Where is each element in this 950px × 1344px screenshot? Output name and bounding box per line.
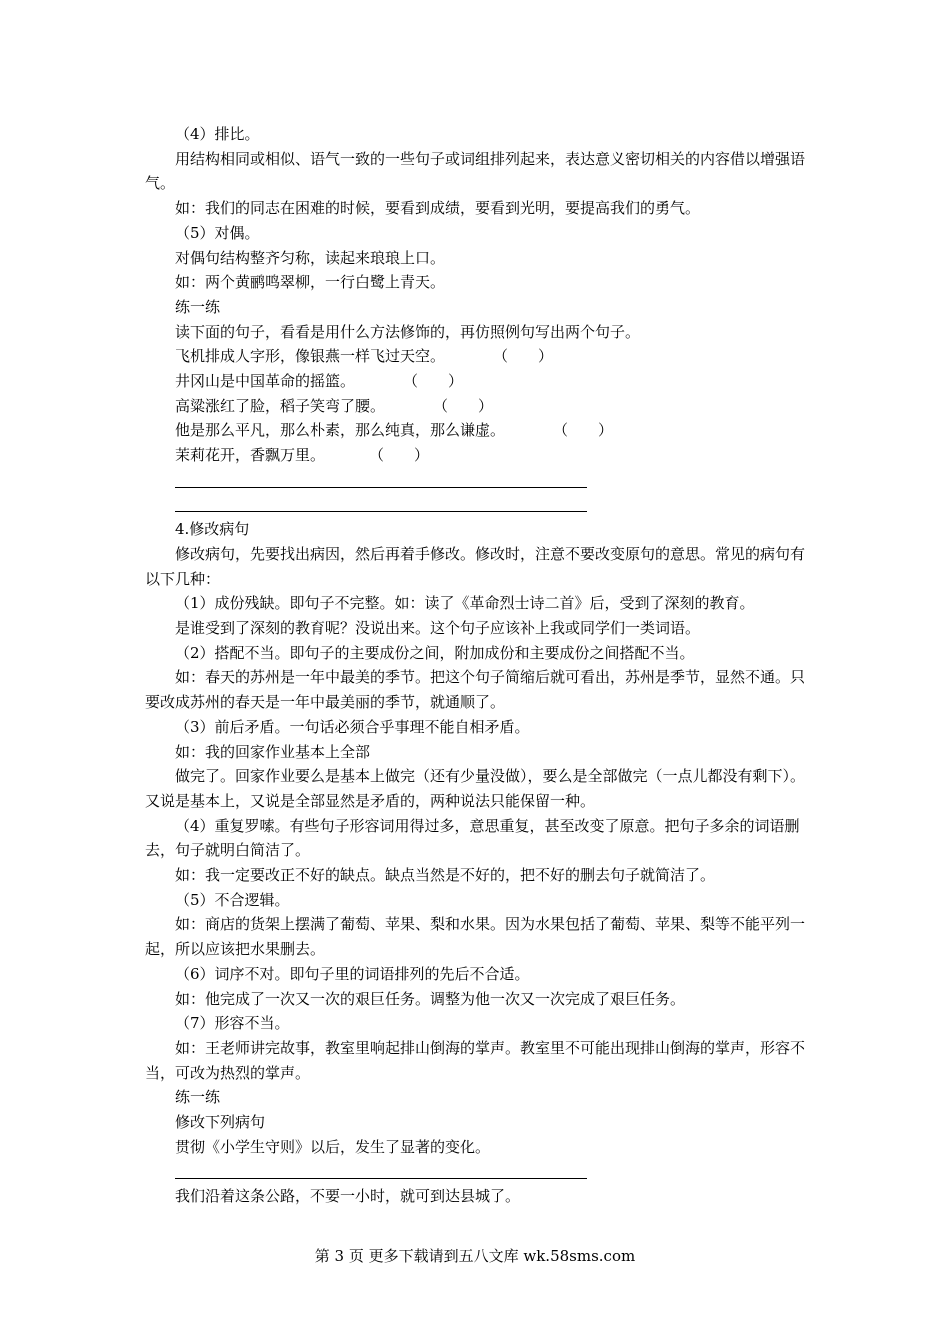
- exercise-heading: 练一练: [175, 1088, 221, 1107]
- paragraph: 如：我的回家作业基本上全部: [175, 742, 371, 761]
- paragraph: （7）形容不当。: [175, 1014, 290, 1033]
- answer-blank: （ ）: [403, 372, 464, 391]
- paragraph: 对偶句结构整齐匀称，读起来琅琅上口。: [175, 248, 446, 267]
- heading-parallelism: （4）排比。: [175, 125, 260, 143]
- exercise-instruction: 读下面的句子，看看是用什么方法修饰的，再仿照例句写出两个句子。: [175, 322, 641, 341]
- exercise-sentence: 井冈山是中国革命的摇篮。 （ ）: [145, 369, 810, 394]
- exercise-sentence: 茉莉花开，香飘万里。 （ ）: [145, 443, 810, 468]
- paragraph: （4）重复罗嗦。有些句子形容词用得过多，意思重复，甚至改变了原意。把句子多余的词语删去，句子就明白简洁了。: [145, 816, 800, 860]
- document-body: [145, 122, 810, 1209]
- paragraph: 是谁受到了深刻的教育呢？没说出来。这个句子应该补上我或同学们一类词语。: [175, 619, 701, 638]
- paragraph: 用结构相同或相似、语气一致的一些句子或词组排列起来，表达意义密切相关的内容借以增强语气。: [145, 149, 806, 193]
- paragraph: 如：王老师讲完故事，教室里响起排山倒海的掌声。教室里不可能出现排山倒海的掌声，形容不当，可改为热烈的掌声。: [145, 1038, 806, 1082]
- paragraph: 修改病句，先要找出病因，然后再着手修改。修改时，注意不要改变原句的意思。常见的病句有以下几种：: [145, 544, 806, 588]
- answer-blank: （ ）: [369, 446, 430, 465]
- paragraph: 如：他完成了一次又一次的艰巨任务。调整为他一次又一次完成了艰巨任务。: [175, 989, 686, 1008]
- exercise-heading: 练一练: [175, 297, 221, 316]
- paragraph: （5）不合逻辑。: [175, 890, 290, 909]
- paragraph: 如：春天的苏州是一年中最美的季节。把这个句子简缩后就可看出，苏州是季节，显然不通。只要改成苏州的春天是一年中最美丽的季节，就通顺了。: [145, 668, 806, 712]
- exercise-sentence: 我们沿着这条公路，不要一小时，就可到达县城了。: [175, 1187, 521, 1206]
- paragraph: （3）前后矛盾。一句话必须合乎事理不能自相矛盾。: [175, 717, 530, 736]
- section-heading: 4.修改病句: [175, 520, 250, 539]
- answer-line[interactable]: [145, 493, 810, 518]
- exercise-sentence: 贯彻《小学生守则》以后，发生了显著的变化。: [175, 1137, 491, 1156]
- exercise-instruction: 修改下列病句: [175, 1113, 266, 1132]
- paragraph: （1）成份残缺。即句子不完整。如：读了《革命烈士诗二首》后，受到了深刻的教育。: [175, 594, 755, 613]
- paragraph: 如：我一定要改正不好的缺点。缺点当然是不好的，把不好的删去句子就简洁了。: [175, 866, 716, 885]
- answer-line[interactable]: [145, 468, 810, 493]
- answer-line[interactable]: [145, 1160, 810, 1185]
- paragraph: （6）词序不对。即句子里的词语排列的先后不合适。: [175, 964, 530, 983]
- exercise-sentence: 他是那么平凡，那么朴素，那么纯真，那么谦虚。 （ ）: [145, 418, 810, 443]
- answer-blank: （ ）: [433, 396, 494, 415]
- heading-antithesis: （5）对偶。: [175, 223, 260, 242]
- exercise-sentence: 高粱涨红了脸，稻子笑弯了腰。 （ ）: [145, 394, 810, 419]
- page-footer: 第 3 页 更多下载请到五八文库 wk.58sms.com: [314, 1247, 636, 1265]
- exercise-sentence: 飞机排成人字形，像银燕一样飞过天空。 （ ）: [145, 344, 810, 369]
- paragraph: 如：商店的货架上摆满了葡萄、苹果、梨和水果。因为水果包括了葡萄、苹果、梨等不能平列一起，所以应该把水果删去。: [145, 915, 806, 959]
- paragraph: 做完了。回家作业要么是基本上做完（还有少量没做），要么是全部做完（一点儿都没有剩下）。又说是基本上，又说是全部显然是矛盾的，两种说法只能保留一种。: [145, 767, 806, 810]
- example: 如：我们的同志在困难的时候，要看到成绩，要看到光明，要提高我们的勇气。: [175, 199, 701, 218]
- answer-blank: （ ）: [553, 421, 614, 440]
- paragraph: （2）搭配不当。即句子的主要成份之间，附加成份和主要成份之间搭配不当。: [175, 643, 695, 662]
- answer-blank: （ ）: [493, 347, 554, 366]
- example: 如：两个黄鹂鸣翠柳，一行白鹭上青天。: [175, 273, 446, 292]
